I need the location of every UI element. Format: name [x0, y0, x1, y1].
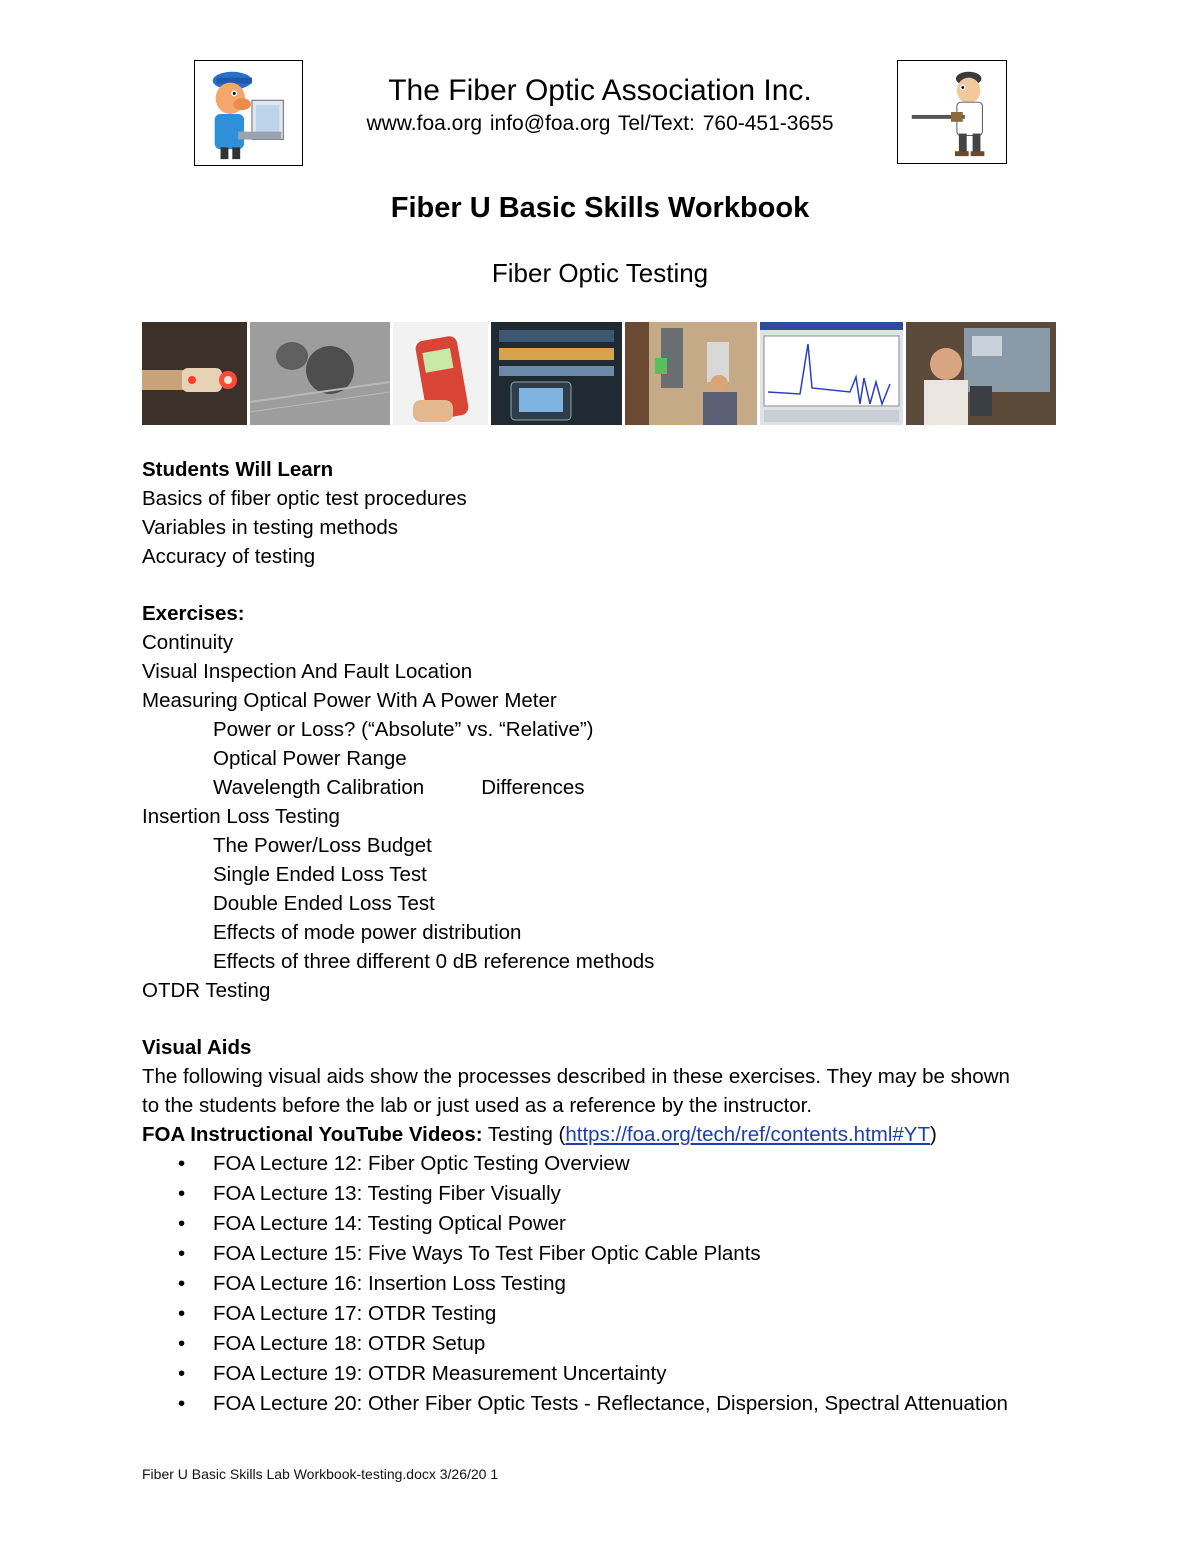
list-item — [142, 1359, 1062, 1389]
exercise-subitem: Power or Loss? (“Absolute” vs. “Relative”) — [213, 718, 594, 741]
list-item — [142, 1389, 1062, 1419]
lecture-title: FOA Lecture 19: OTDR Measurement Uncertainty — [213, 1362, 667, 1385]
exercises-heading: Exercises: — [142, 602, 245, 625]
youtube-close: ) — [930, 1123, 937, 1146]
exercise-subitem-part: Wavelength Calibration — [213, 776, 425, 799]
list-item — [142, 1179, 1062, 1209]
exercise-item: Measuring Optical Power With A Power Meter — [142, 689, 557, 712]
list-item — [142, 1269, 1062, 1299]
exercise-subitem: Effects of mode power distribution — [213, 921, 522, 944]
technician-laptop-icon — [194, 60, 303, 166]
lecture-title: FOA Lecture 12: Fiber Optic Testing Overview — [213, 1152, 630, 1175]
bullet-icon: • — [178, 1182, 186, 1205]
learn-item: Variables in testing methods — [142, 516, 399, 539]
bullet-icon: • — [178, 1362, 186, 1385]
lecture-title: FOA Lecture 15: Five Ways To Test Fiber Optic Cable Plants — [213, 1242, 761, 1265]
technician-meter-photo — [906, 322, 1056, 425]
bullet-icon: • — [178, 1332, 186, 1355]
exercise-subitem — [142, 773, 1062, 802]
youtube-text: Testing ( — [482, 1123, 566, 1146]
technician-tool-icon — [897, 60, 1007, 164]
learn-heading: Students Will Learn — [142, 458, 334, 481]
document-subtitle: Fiber Optic Testing — [491, 258, 709, 288]
exercise-subitem: Single Ended Loss Test — [213, 863, 427, 886]
organization-name: The Fiber Optic Association Inc. — [388, 74, 812, 107]
exercise-item: Visual Inspection And Fault Location — [142, 660, 473, 683]
page-footer: Fiber U Basic Skills Lab Workbook-testing.docx 3/26/20 1 — [142, 1466, 499, 1482]
lecture-title: FOA Lecture 16: Insertion Loss Testing — [213, 1272, 566, 1295]
lecture-title: FOA Lecture 14: Testing Optical Power — [213, 1212, 566, 1235]
learn-item: Accuracy of testing — [142, 545, 316, 568]
bullet-icon: • — [178, 1212, 186, 1235]
power-meter-photo — [393, 322, 488, 425]
fiber-endface-photo — [250, 322, 390, 425]
visual-aids-heading: Visual Aids — [142, 1036, 252, 1059]
list-item — [142, 1209, 1062, 1239]
exercise-subitem-part: Differences — [481, 776, 585, 799]
photo-strip — [142, 322, 1060, 425]
exercise-item: OTDR Testing — [142, 979, 271, 1002]
technician-rack-photo — [625, 322, 757, 425]
otdr-trace-photo — [760, 322, 903, 425]
exercise-subitem: Double Ended Loss Test — [213, 892, 435, 915]
exercise-subitem: Effects of three different 0 dB reference methods — [213, 950, 655, 973]
list-item — [142, 1149, 1062, 1179]
bullet-icon: • — [178, 1392, 186, 1415]
visual-aids-text: to the students before the lab or just used as a reference by the instructor. — [142, 1094, 813, 1117]
bullet-icon: • — [178, 1272, 186, 1295]
patch-panel-photo — [491, 322, 622, 425]
lecture-list — [142, 1149, 1062, 1419]
exercise-item: Continuity — [142, 631, 234, 654]
visual-aids-text: The following visual aids show the processes described in these exercises. They may be shown — [142, 1065, 1010, 1088]
youtube-link[interactable]: https://foa.org/tech/ref/contents.html#YT — [565, 1123, 931, 1146]
organization-contact: www.foa.org info@foa.org Tel/Text: 760-451-3655 — [366, 112, 834, 135]
bullet-icon: • — [178, 1152, 186, 1175]
list-item — [142, 1239, 1062, 1269]
exercise-subitem: The Power/Loss Budget — [213, 834, 432, 857]
list-item — [142, 1299, 1062, 1329]
lecture-title: FOA Lecture 18: OTDR Setup — [213, 1332, 486, 1355]
list-item — [142, 1329, 1062, 1359]
bullet-icon: • — [178, 1242, 186, 1265]
lecture-title: FOA Lecture 13: Testing Fiber Visually — [213, 1182, 561, 1205]
workbook-body — [142, 455, 1062, 1419]
lecture-title: FOA Lecture 20: Other Fiber Optic Tests - Reflectance, Dispersion, Spectral Attenuation — [213, 1392, 1008, 1415]
bullet-icon: • — [178, 1302, 186, 1325]
learn-item: Basics of fiber optic test procedures — [142, 487, 467, 510]
lecture-title: FOA Lecture 17: OTDR Testing — [213, 1302, 497, 1325]
document-title: Fiber U Basic Skills Workbook — [390, 192, 810, 224]
connector-light-photo — [142, 322, 247, 425]
exercise-item: Insertion Loss Testing — [142, 805, 340, 828]
exercise-subitem: Optical Power Range — [213, 747, 407, 770]
youtube-line — [142, 1120, 1062, 1149]
youtube-label: FOA Instructional YouTube Videos: — [142, 1123, 483, 1146]
